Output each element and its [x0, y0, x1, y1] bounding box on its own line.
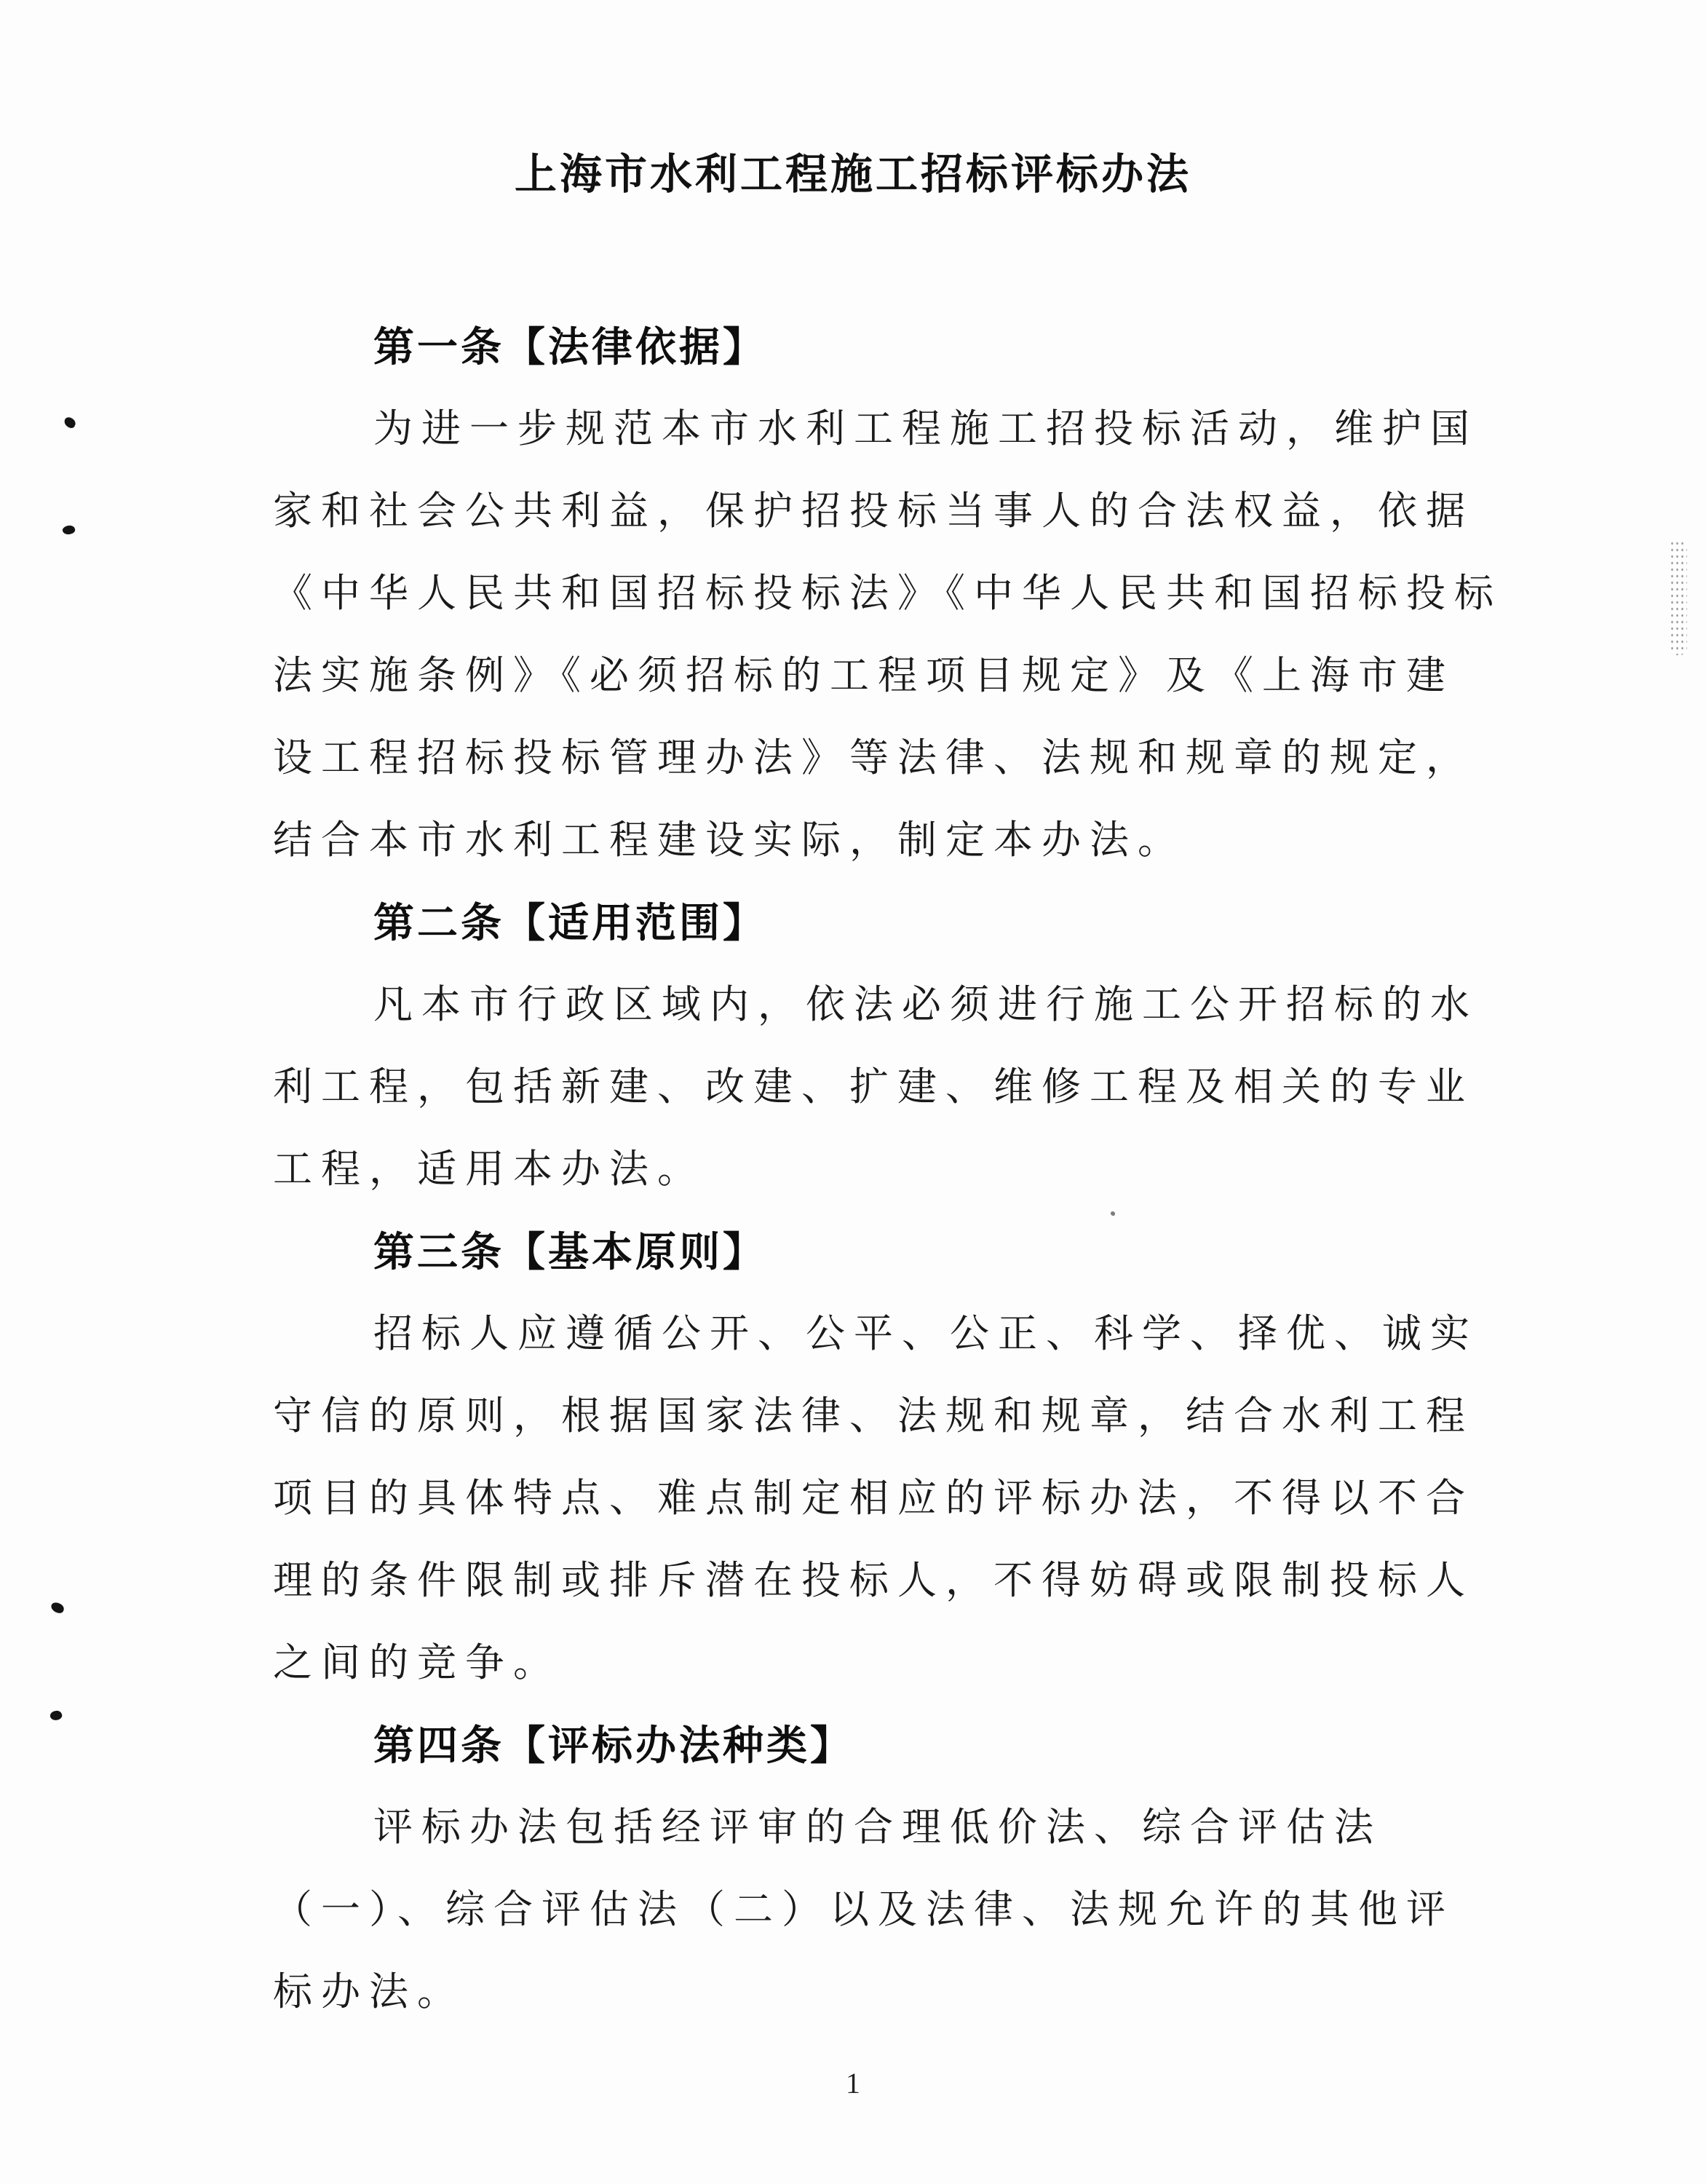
text-line: （一）、综合评估法（二）以及法律、法规允许的其他评	[273, 1888, 1454, 1931]
text-line: 工程，适用本办法。	[273, 1147, 705, 1191]
text-line: 利工程，包括新建、改建、扩建、维修工程及相关的专业	[273, 1065, 1474, 1109]
ink-speck	[1111, 1211, 1115, 1216]
text-line: 凡本市行政区域内，依法必须进行施工公开招标的水	[373, 983, 1478, 1026]
article-heading: 第三条【基本原则】	[373, 1229, 766, 1275]
scan-noise-strip	[1670, 540, 1687, 655]
text-line: 评标办法包括经评审的合理低价法、综合评估法	[373, 1805, 1382, 1849]
page-number: 1	[846, 2067, 860, 2100]
text-line: 家和社会公共利益，保护招投标当事人的合法权益，依据	[273, 489, 1474, 533]
text-line: 设工程招标投标管理办法》等法律、法规和规章的规定，	[273, 736, 1474, 780]
text-line: 项目的具体特点、难点制定相应的评标办法，不得以不合	[273, 1476, 1474, 1520]
document-body	[273, 306, 1502, 2033]
text-line: 之间的竞争。	[273, 1641, 561, 1685]
ink-speck	[63, 416, 77, 430]
text-line: 招标人应遵循公开、公平、公正、科学、择优、诚实	[373, 1312, 1478, 1356]
text-line: 理的条件限制或排斥潜在投标人，不得妨碍或限制投标人	[273, 1559, 1474, 1602]
article-heading: 第二条【适用范围】	[373, 900, 766, 946]
ink-speck	[62, 524, 76, 536]
text-line: 结合本市水利工程建设实际，制定本办法。	[273, 818, 1186, 862]
ink-speck	[49, 1602, 65, 1615]
document-title: 上海市水利工程施工招标评标办法	[514, 151, 1191, 198]
text-line: 《中华人民共和国招标投标法》《中华人民共和国招标投标	[273, 571, 1502, 615]
ink-speck	[49, 1709, 63, 1722]
article-heading: 第一条【法律依据】	[373, 324, 766, 370]
text-line: 为进一步规范本市水利工程施工招投标活动，维护国	[373, 407, 1478, 451]
text-line: 标办法。	[273, 1970, 465, 2014]
text-line: 守信的原则，根据国家法律、法规和规章，结合水利工程	[273, 1394, 1474, 1438]
article-heading: 第四条【评标办法种类】	[373, 1722, 854, 1768]
text-line: 法实施条例》《必须招标的工程项目规定》及《上海市建	[273, 654, 1454, 697]
